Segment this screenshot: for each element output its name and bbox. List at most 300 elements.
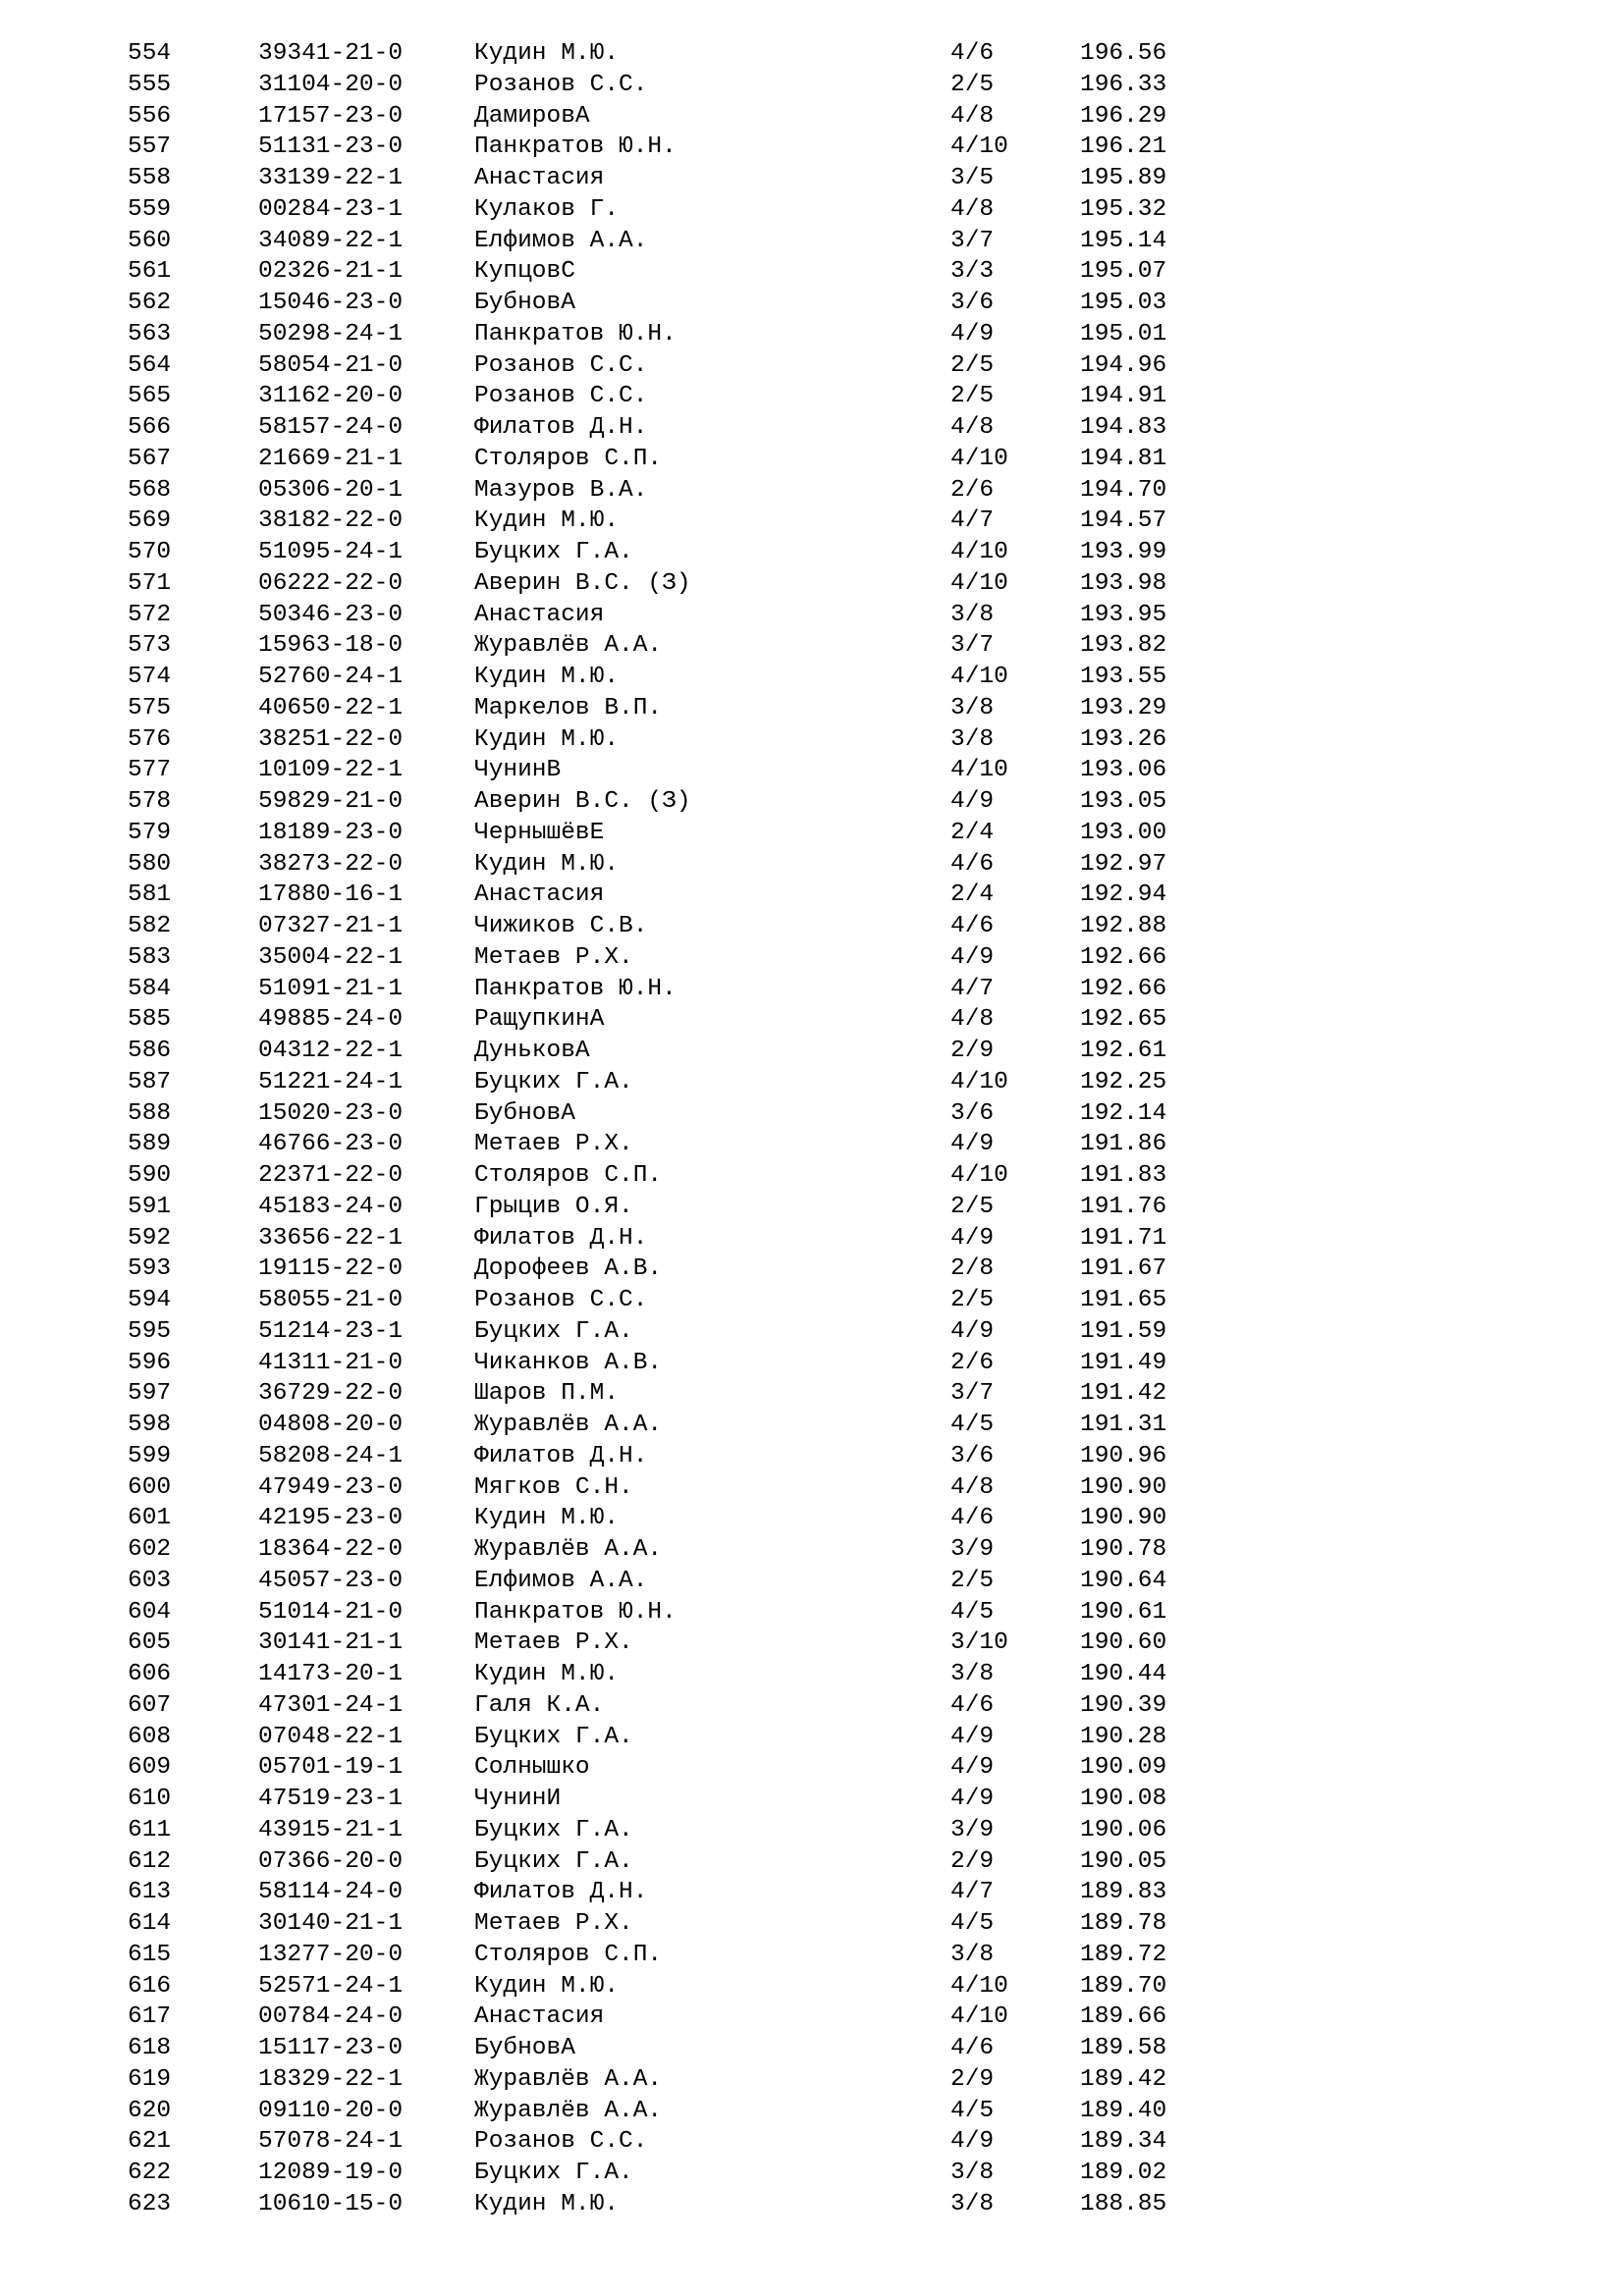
ratio-cell: 2/4 [950,819,995,846]
score-cell: 191.49 [1080,1349,1167,1376]
id-cell: 05306-20-1 [258,476,404,504]
ratio-cell: 3/7 [950,632,995,660]
score-cell: 192.66 [1080,943,1167,971]
ratio-cell: 3/8 [950,2190,995,2217]
name-cell: ДамировА [474,102,590,130]
score-cell: 193.95 [1080,601,1167,628]
rank-cell: 561 [128,258,172,286]
rank-cell: 615 [128,1941,172,1968]
list-row [0,319,1624,350]
id-cell: 45183-24-0 [258,1193,404,1220]
id-cell: 58054-21-0 [258,351,404,379]
list-row [0,2126,1624,2158]
ratio-cell: 4/7 [950,1879,995,1906]
id-cell: 40650-22-1 [258,694,404,721]
score-cell: 190.44 [1080,1661,1167,1687]
id-cell: 47301-24-1 [258,1691,404,1719]
name-cell: КупцовС [474,258,575,286]
rank-cell: 583 [128,943,172,971]
ratio-cell: 2/5 [950,1287,995,1313]
rank-cell: 582 [128,913,172,939]
name-cell: Кудин М.Ю. [474,664,620,690]
id-cell: 43915-21-1 [258,1816,404,1843]
score-cell: 189.72 [1080,1941,1167,1968]
name-cell: Анастасия [474,165,605,191]
list-row [0,568,1624,600]
id-cell: 50298-24-1 [258,320,404,347]
id-cell: 21669-21-1 [258,445,404,472]
rank-cell: 565 [128,383,172,410]
name-cell: Филатов Д.Н. [474,1442,648,1469]
ratio-cell: 2/4 [950,881,995,909]
id-cell: 07327-21-1 [258,913,404,939]
rank-cell: 596 [128,1349,172,1376]
id-cell: 51014-21-0 [258,1598,404,1626]
ratio-cell: 4/10 [950,569,1008,597]
list-row [0,226,1624,257]
ratio-cell: 4/9 [950,1131,995,1158]
ratio-cell: 3/10 [950,1629,1008,1657]
list-row [0,849,1624,881]
score-cell: 193.05 [1080,788,1167,815]
ratio-cell: 3/9 [950,1536,995,1563]
score-cell: 196.56 [1080,40,1167,67]
id-cell: 13277-20-0 [258,1941,404,1968]
score-cell: 193.29 [1080,694,1167,721]
list-row [0,1534,1624,1566]
score-cell: 189.66 [1080,2003,1167,2031]
list-row [0,880,1624,911]
score-cell: 192.94 [1080,881,1167,909]
rank-cell: 591 [128,1193,172,1220]
ratio-cell: 4/10 [950,1068,1008,1095]
list-row [0,1441,1624,1472]
name-cell: Кудин М.Ю. [474,1972,620,2000]
id-cell: 19115-22-0 [258,1255,404,1283]
ratio-cell: 2/5 [950,71,995,98]
score-cell: 190.09 [1080,1754,1167,1782]
rank-cell: 569 [128,507,172,535]
rank-cell: 555 [128,71,172,98]
score-cell: 191.65 [1080,1287,1167,1313]
ratio-cell: 3/7 [950,1380,995,1408]
list-row [0,288,1624,319]
list-row [0,1192,1624,1223]
list-row [0,1784,1624,1815]
id-cell: 36729-22-0 [258,1380,404,1408]
id-cell: 09110-20-0 [258,2097,404,2124]
name-cell: Столяров С.П. [474,445,663,472]
id-cell: 52571-24-1 [258,1972,404,2000]
id-cell: 38273-22-0 [258,850,404,878]
rank-cell: 593 [128,1255,172,1283]
list-row [0,1908,1624,1940]
rank-cell: 614 [128,1910,172,1937]
id-cell: 15020-23-0 [258,1099,404,1127]
score-cell: 190.64 [1080,1567,1167,1594]
rank-cell: 618 [128,2035,172,2061]
ranking-list [0,38,1624,2220]
name-cell: Журавлёв А.А. [474,1536,663,1563]
score-cell: 190.28 [1080,1723,1167,1750]
ratio-cell: 4/6 [950,850,995,878]
rank-cell: 567 [128,445,172,472]
rank-cell: 559 [128,195,172,223]
list-row [0,194,1624,226]
ratio-cell: 4/7 [950,507,995,535]
list-row [0,1285,1624,1316]
name-cell: Елфимов А.А. [474,1567,648,1594]
rank-cell: 607 [128,1691,172,1719]
rank-cell: 603 [128,1567,172,1594]
name-cell: Мягков С.Н. [474,1473,633,1501]
rank-cell: 566 [128,414,172,441]
rank-cell: 563 [128,320,172,347]
score-cell: 194.91 [1080,383,1167,410]
rank-cell: 609 [128,1754,172,1782]
rank-cell: 599 [128,1442,172,1469]
rank-cell: 622 [128,2160,172,2186]
name-cell: Филатов Д.Н. [474,414,648,441]
ratio-cell: 4/9 [950,1754,995,1782]
rank-cell: 581 [128,881,172,909]
id-cell: 58208-24-1 [258,1442,404,1469]
list-row [0,38,1624,70]
score-cell: 192.61 [1080,1038,1167,1064]
ratio-cell: 4/10 [950,1972,1008,2000]
score-cell: 189.34 [1080,2128,1167,2156]
name-cell: Панкратов Ю.Н. [474,133,677,161]
name-cell: Дорофеев А.В. [474,1255,663,1283]
rank-cell: 623 [128,2190,172,2217]
id-cell: 18189-23-0 [258,819,404,846]
name-cell: Филатов Д.Н. [474,1879,648,1906]
ratio-cell: 4/6 [950,1691,995,1719]
list-row [0,1940,1624,1971]
rank-cell: 590 [128,1162,172,1189]
list-row [0,911,1624,942]
ratio-cell: 3/8 [950,694,995,721]
score-cell: 190.08 [1080,1786,1167,1812]
score-cell: 190.90 [1080,1505,1167,1532]
name-cell: Шаров П.М. [474,1380,620,1408]
id-cell: 00284-23-1 [258,195,404,223]
ratio-cell: 4/9 [950,1723,995,1750]
name-cell: Журавлёв А.А. [474,2065,663,2093]
name-cell: Кудин М.Ю. [474,2190,620,2217]
rank-cell: 568 [128,476,172,504]
rank-cell: 606 [128,1661,172,1687]
list-row [0,70,1624,101]
ratio-cell: 3/8 [950,2160,995,2186]
score-cell: 192.88 [1080,913,1167,939]
name-cell: Елфимов А.А. [474,227,648,254]
list-row [0,1597,1624,1629]
name-cell: Анастасия [474,601,605,628]
name-cell: Журавлёв А.А. [474,632,663,660]
id-cell: 58055-21-0 [258,1287,404,1313]
rank-cell: 605 [128,1629,172,1657]
name-cell: Грыцив О.Я. [474,1193,633,1220]
list-row [0,1690,1624,1722]
ratio-cell: 3/8 [950,1661,995,1687]
id-cell: 18329-22-1 [258,2065,404,2093]
id-cell: 04312-22-1 [258,1038,404,1064]
rank-cell: 620 [128,2097,172,2124]
score-cell: 193.06 [1080,757,1167,784]
list-row [0,444,1624,475]
name-cell: Кудин М.Ю. [474,40,620,67]
score-cell: 193.98 [1080,569,1167,597]
ratio-cell: 3/3 [950,258,995,286]
name-cell: Кудин М.Ю. [474,725,620,753]
rank-cell: 594 [128,1287,172,1313]
list-row [0,1378,1624,1410]
name-cell: Чиканков А.В. [474,1349,663,1376]
ratio-cell: 4/6 [950,913,995,939]
id-cell: 31104-20-0 [258,71,404,98]
list-row [0,2033,1624,2064]
name-cell: Буцких Г.А. [474,539,633,565]
score-cell: 195.89 [1080,165,1167,191]
id-cell: 59829-21-0 [258,788,404,815]
id-cell: 51131-23-0 [258,133,404,161]
id-cell: 30141-21-1 [258,1629,404,1657]
list-row [0,1004,1624,1036]
list-row [0,1503,1624,1534]
score-cell: 190.39 [1080,1691,1167,1719]
list-row [0,1846,1624,1878]
list-row [0,1815,1624,1846]
name-cell: Метаев Р.Х. [474,943,633,971]
id-cell: 47949-23-0 [258,1473,404,1501]
list-row [0,350,1624,382]
name-cell: Мазуров В.А. [474,476,648,504]
ratio-cell: 4/6 [950,1505,995,1532]
name-cell: Анастасия [474,881,605,909]
name-cell: Столяров С.П. [474,1162,663,1189]
score-cell: 191.31 [1080,1412,1167,1438]
list-row [0,2158,1624,2189]
score-cell: 193.82 [1080,632,1167,660]
ratio-cell: 4/8 [950,1006,995,1034]
ratio-cell: 4/9 [950,788,995,815]
rank-cell: 600 [128,1473,172,1501]
id-cell: 15117-23-0 [258,2035,404,2061]
ratio-cell: 3/8 [950,601,995,628]
name-cell: Розанов С.С. [474,1287,648,1313]
list-row [0,475,1624,507]
list-row [0,1067,1624,1098]
id-cell: 46766-23-0 [258,1131,404,1158]
ratio-cell: 3/8 [950,1941,995,1968]
list-row [0,1098,1624,1130]
name-cell: Кулаков Г. [474,195,620,223]
ratio-cell: 4/8 [950,102,995,130]
rank-cell: 621 [128,2128,172,2156]
name-cell: Столяров С.П. [474,1941,663,1968]
id-cell: 05701-19-1 [258,1754,404,1782]
rank-cell: 619 [128,2065,172,2093]
name-cell: Кудин М.Ю. [474,850,620,878]
score-cell: 191.76 [1080,1193,1167,1220]
rank-cell: 597 [128,1380,172,1408]
name-cell: Буцких Г.А. [474,1847,633,1875]
ratio-cell: 2/5 [950,383,995,410]
score-cell: 190.78 [1080,1536,1167,1563]
rank-cell: 580 [128,850,172,878]
list-row [0,1628,1624,1659]
id-cell: 38182-22-0 [258,507,404,535]
ratio-cell: 4/6 [950,2035,995,2061]
name-cell: ДуньковА [474,1038,590,1064]
score-cell: 192.65 [1080,1006,1167,1034]
ratio-cell: 2/5 [950,1567,995,1594]
id-cell: 12089-19-0 [258,2160,404,2186]
ratio-cell: 4/8 [950,1473,995,1501]
list-row [0,2064,1624,2096]
list-row [0,818,1624,849]
score-cell: 193.00 [1080,819,1167,846]
name-cell: Панкратов Ю.Н. [474,1598,677,1626]
ratio-cell: 4/9 [950,320,995,347]
name-cell: Буцких Г.А. [474,1723,633,1750]
list-row [0,412,1624,444]
list-row [0,381,1624,412]
ratio-cell: 4/6 [950,40,995,67]
score-cell: 192.14 [1080,1099,1167,1127]
rank-cell: 616 [128,1972,172,2000]
ratio-cell: 4/5 [950,1412,995,1438]
list-row [0,1036,1624,1067]
id-cell: 15963-18-0 [258,632,404,660]
rank-cell: 577 [128,757,172,784]
rank-cell: 617 [128,2003,172,2031]
ratio-cell: 4/10 [950,664,1008,690]
rank-cell: 602 [128,1536,172,1563]
id-cell: 07366-20-0 [258,1847,404,1875]
id-cell: 10610-15-0 [258,2190,404,2217]
score-cell: 194.83 [1080,414,1167,441]
id-cell: 51214-23-1 [258,1317,404,1345]
ratio-cell: 2/9 [950,1038,995,1064]
name-cell: Кудин М.Ю. [474,1661,620,1687]
list-row [0,1566,1624,1597]
score-cell: 195.03 [1080,290,1167,316]
list-row [0,786,1624,818]
score-cell: 191.67 [1080,1255,1167,1283]
rank-cell: 598 [128,1412,172,1438]
id-cell: 58157-24-0 [258,414,404,441]
rank-cell: 585 [128,1006,172,1034]
name-cell: Буцких Г.А. [474,2160,633,2186]
id-cell: 58114-24-0 [258,1879,404,1906]
id-cell: 51221-24-1 [258,1068,404,1095]
list-row [0,724,1624,756]
name-cell: ЧунинВ [474,757,562,784]
ratio-cell: 4/5 [950,2097,995,2124]
rank-cell: 570 [128,539,172,565]
list-row [0,2189,1624,2220]
score-cell: 189.40 [1080,2097,1167,2124]
list-row [0,600,1624,631]
name-cell: Филатов Д.Н. [474,1224,648,1252]
score-cell: 188.85 [1080,2190,1167,2217]
score-cell: 194.96 [1080,351,1167,379]
rank-cell: 613 [128,1879,172,1906]
rank-cell: 595 [128,1317,172,1345]
score-cell: 191.71 [1080,1224,1167,1252]
score-cell: 192.97 [1080,850,1167,878]
ratio-cell: 4/10 [950,2003,1008,2031]
ratio-cell: 4/10 [950,1162,1008,1189]
ratio-cell: 3/9 [950,1816,995,1843]
name-cell: ЧунинИ [474,1786,562,1812]
score-cell: 192.66 [1080,975,1167,1002]
list-row [0,1160,1624,1192]
id-cell: 50346-23-0 [258,601,404,628]
id-cell: 38251-22-0 [258,725,404,753]
rank-cell: 588 [128,1099,172,1127]
rank-cell: 579 [128,819,172,846]
ratio-cell: 3/6 [950,1099,995,1127]
id-cell: 06222-22-0 [258,569,404,597]
rank-cell: 571 [128,569,172,597]
score-cell: 192.25 [1080,1068,1167,1095]
list-row [0,1877,1624,1908]
ratio-cell: 4/10 [950,445,1008,472]
rank-cell: 604 [128,1598,172,1626]
ratio-cell: 2/9 [950,1847,995,1875]
id-cell: 33139-22-1 [258,165,404,191]
list-row [0,163,1624,194]
score-cell: 191.86 [1080,1131,1167,1158]
rank-cell: 560 [128,227,172,254]
id-cell: 51095-24-1 [258,539,404,565]
name-cell: Метаев Р.Х. [474,1629,633,1657]
ratio-cell: 4/10 [950,757,1008,784]
score-cell: 189.70 [1080,1972,1167,2000]
id-cell: 42195-23-0 [258,1505,404,1532]
list-row [0,537,1624,568]
ratio-cell: 3/7 [950,227,995,254]
ratio-cell: 3/5 [950,165,995,191]
name-cell: ЧернышёвЕ [474,819,605,846]
ratio-cell: 2/6 [950,1349,995,1376]
rank-cell: 556 [128,102,172,130]
id-cell: 04808-20-0 [258,1412,404,1438]
id-cell: 47519-23-1 [258,1786,404,1812]
name-cell: Розанов С.С. [474,71,648,98]
score-cell: 195.14 [1080,227,1167,254]
rank-cell: 611 [128,1816,172,1843]
ratio-cell: 3/8 [950,725,995,753]
ratio-cell: 4/8 [950,414,995,441]
ratio-cell: 2/6 [950,476,995,504]
name-cell: Маркелов В.П. [474,694,663,721]
rank-cell: 564 [128,351,172,379]
score-cell: 190.06 [1080,1816,1167,1843]
score-cell: 196.29 [1080,102,1167,130]
list-row [0,630,1624,662]
name-cell: Журавлёв А.А. [474,1412,663,1438]
rank-cell: 572 [128,601,172,628]
list-row [0,101,1624,133]
rank-cell: 612 [128,1847,172,1875]
id-cell: 17157-23-0 [258,102,404,130]
score-cell: 190.96 [1080,1442,1167,1469]
ratio-cell: 4/5 [950,1598,995,1626]
